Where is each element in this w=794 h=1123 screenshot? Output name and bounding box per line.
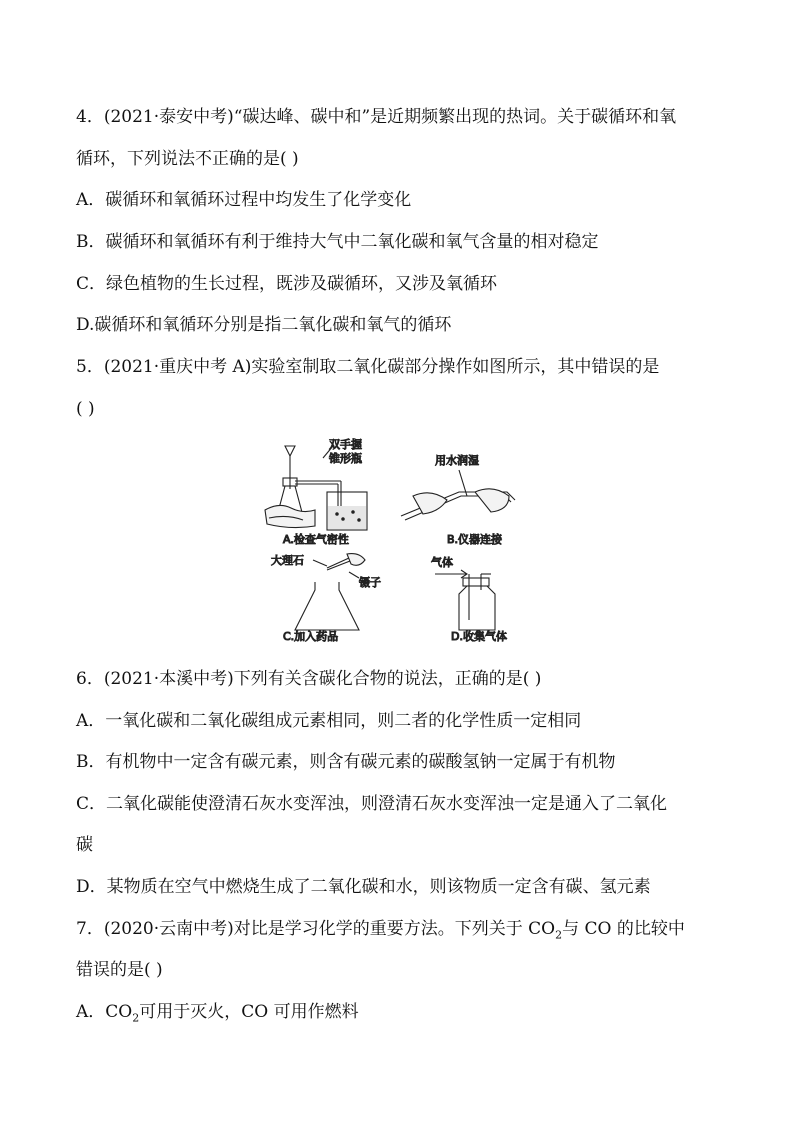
q6-option-d: D．某物质在空气中燃烧生成了二氧化碳和水，则该物质一定含有碳、氢元素 [76,877,651,897]
panel-d-label-gas: 气体 [431,556,453,569]
panel-d-gas-collection [431,555,507,643]
panel-a-label-flask: 锥形瓶 [329,452,362,465]
q4-stem-line2: 循环，下列说法不正确的是( ) [76,149,299,169]
q6-option-b: B．有机物中一定含有碳元素，则含有碳元素的碳酸氢钠一定属于有机物 [76,752,616,772]
q5-stem-line2: ( ) [76,399,95,419]
q4-option-a: A．碳循环和氧循环过程中均发生了化学变化 [76,190,412,210]
q6-stem: 6．(2021·本溪中考)下列有关含碳化合物的说法，正确的是( ) [76,669,542,689]
panel-a-label-hands: 双手握 [329,438,362,451]
q6-option-c-line1: C．二氧化碳能使澄清石灰水变浑浊，则澄清石灰水变浑浊一定是通入了二氧化 [76,794,668,814]
q5-apparatus-figure [263,434,533,646]
panel-c-adding-reagents [271,553,381,643]
q4-option-c: C．绿色植物的生长过程，既涉及碳循环，又涉及氧循环 [76,274,498,294]
q7-stem-line1 [76,918,734,946]
panel-a-caption: A.检查气密性 [283,533,349,546]
q6-option-a: A．一氧化碳和二氧化碳组成元素相同，则二者的化学性质一定相同 [76,711,582,731]
q4-option-b: B．碳循环和氧循环有利于维持大气中二氧化碳和氧气含量的相对稳定 [76,232,599,252]
q7-stem-text-post: 与 CO 的比较中 [562,919,685,939]
panel-b-label-wet: 用水润湿 [435,454,479,467]
q7-stem-text-pre: 7．(2020·云南中考)对比是学习化学的重要方法。下列关于 CO [76,919,556,939]
panel-c-label-marble: 大理石 [271,554,304,567]
q5-stem-line1: 5．(2021·重庆中考 A)实验室制取二氧化碳部分操作如图所示，其中错误的是 [76,357,660,377]
panel-d-caption: D.收集气体 [451,630,507,643]
q7-option-a-subscript: 2 [132,1011,140,1025]
panel-c-label-tweezers: 镊子 [359,576,381,589]
panel-a-airtightness-check [265,437,367,546]
q7-option-a-pre: A．CO [76,1002,133,1022]
q7-stem-subscript: 2 [555,928,563,942]
panel-b-caption: B.仪器连接 [447,533,503,546]
q4-stem-line1: 4．(2021·泰安中考)“碳达峰、碳中和”是近期频繁出现的热词。关于碳循环和氧 [76,107,677,127]
panel-c-caption: C.加入药品 [283,630,339,643]
panel-b-apparatus-connection [401,453,515,546]
q7-stem-line2: 错误的是( ) [76,960,163,980]
q7-option-a [76,1001,734,1029]
q6-option-c-line2: 碳 [76,835,93,855]
q7-option-a-post: 可用于灭火，CO 可用作燃料 [139,1002,359,1022]
q4-option-d: D.碳循环和氧循环分别是指二氧化碳和氧气的循环 [76,315,452,335]
